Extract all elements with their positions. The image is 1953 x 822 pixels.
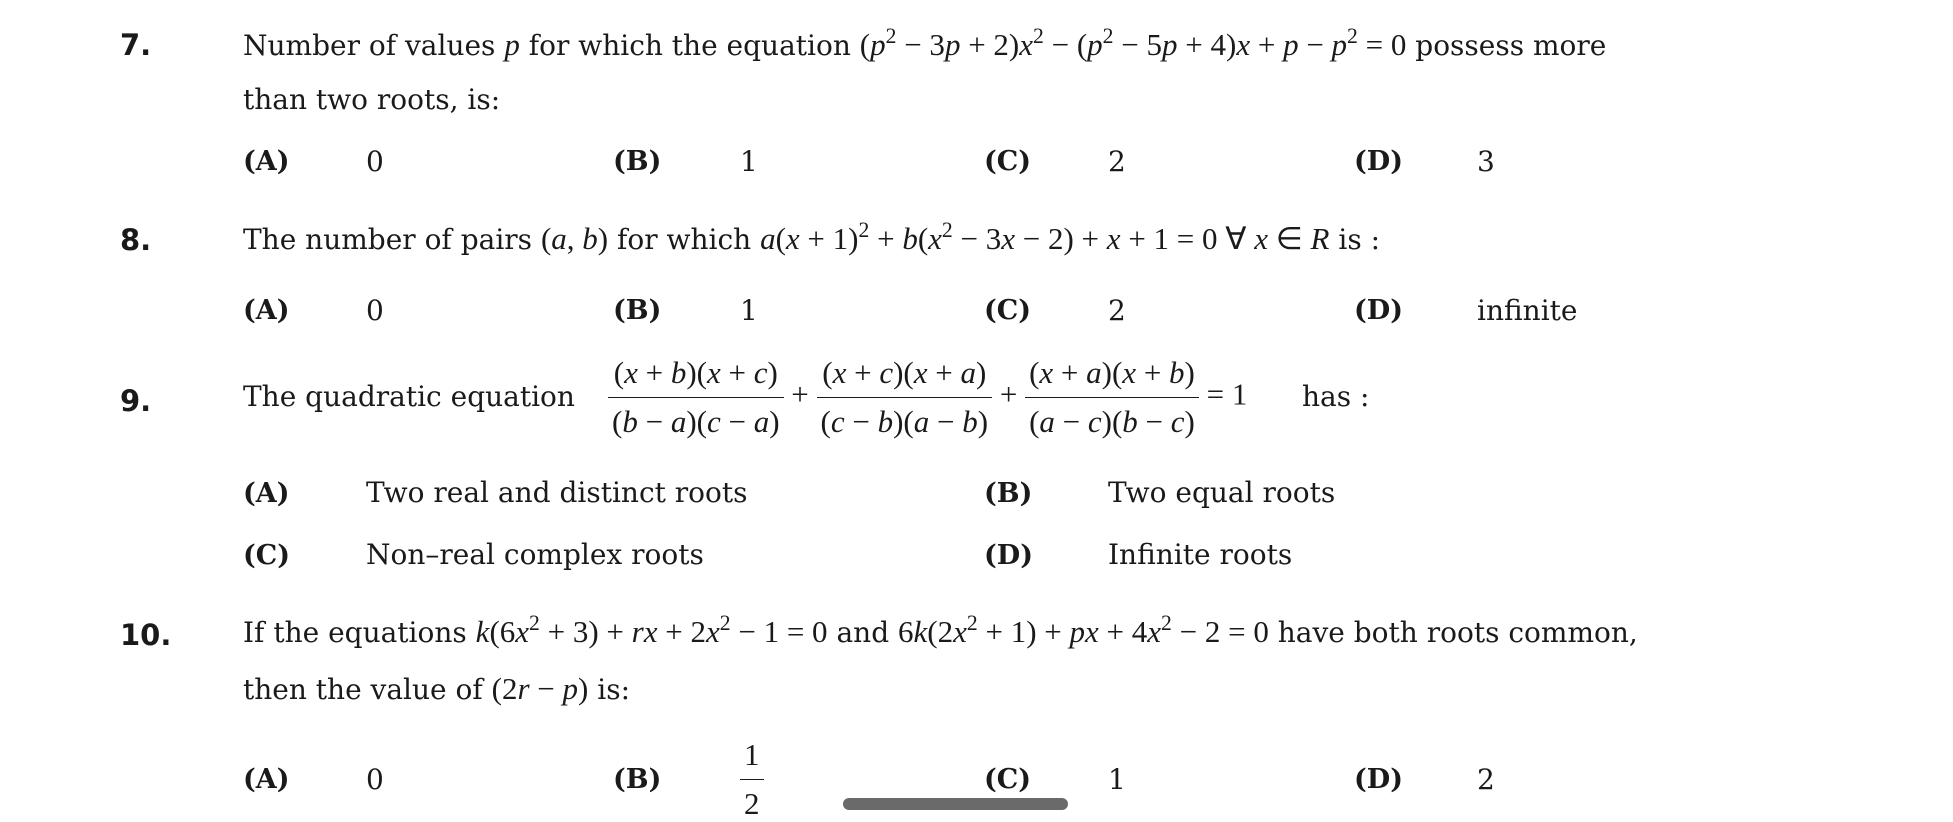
question-9-option-b-label[interactable]: (B) (984, 478, 1033, 509)
question-9-option-d-label[interactable]: (D) (984, 540, 1033, 571)
question-9-option-c-value: Non–real complex roots (366, 538, 704, 571)
question-8-option-a-value: 0 (366, 294, 384, 327)
question-8-option-c-label[interactable]: (C) (984, 295, 1032, 326)
question-7-option-d-label[interactable]: (D) (1354, 146, 1403, 177)
question-8-option-d-value: infinite (1477, 294, 1578, 327)
question-10-option-b-fraction: $\frac{1}{2}$ (740, 737, 764, 822)
question-7-option-b-label[interactable]: (B) (613, 146, 662, 177)
question-8-option-b-value: 1 (740, 294, 758, 327)
question-7-line-2: than two roots, is: (243, 83, 501, 116)
question-9-option-a-label[interactable]: (A) (243, 478, 290, 509)
question-10-text-mid: and (827, 616, 899, 649)
question-10-option-a-label[interactable]: (A) (243, 764, 290, 795)
question-8-equation: $a(x + 1)^2 + b(x^2 - 3x - 2) + x + 1 = 0$ ∀ x ∈ R (760, 218, 1330, 256)
question-9-option-b-value: Two equal roots (1108, 476, 1336, 509)
question-8-option-b-label[interactable]: (B) (613, 295, 662, 326)
question-8-number: 8. (120, 223, 152, 257)
question-10-option-b-value (740, 737, 764, 822)
question-8-option-c-value: 2 (1108, 294, 1126, 327)
question-9-text-before: The quadratic equation (243, 380, 575, 413)
question-7-line-1 (243, 24, 1607, 63)
question-7-text-mid: for which the equation (519, 29, 860, 62)
question-8-line-1 (243, 218, 1381, 257)
question-8-text-before: The number of pairs (243, 223, 541, 256)
question-7-option-a-value: 0 (366, 145, 384, 178)
question-7-number: 7. (120, 28, 152, 62)
question-8-text-after: is : (1329, 223, 1381, 256)
question-10-option-d-value: 2 (1477, 763, 1495, 796)
question-8-option-a-label[interactable]: (A) (243, 295, 290, 326)
horizontal-scrollbar[interactable] (843, 798, 1068, 810)
question-7-option-c-label[interactable]: (C) (984, 146, 1032, 177)
question-10-line-1 (243, 611, 1638, 650)
question-10-text-before: If the equations (243, 616, 476, 649)
question-9-number: 9. (120, 384, 152, 418)
question-7-text-after: possess more (1406, 29, 1607, 62)
question-7-option-a-label[interactable]: (A) (243, 146, 290, 177)
question-7-option-c-value: 2 (1108, 145, 1126, 178)
question-8-text-mid: for which (608, 223, 761, 256)
question-10-number: 10. (120, 618, 172, 652)
question-7-equation: $(p^2 - 3p + 2)x^2 - (p^2 - 5p + 4)x + p - p^2 = 0$ (859, 24, 1407, 62)
question-9-fraction-3: $\frac{(x + a)(x + b)}{(a - c)(b - c)}$ (1025, 355, 1199, 440)
question-8-option-d-label[interactable]: (D) (1354, 295, 1403, 326)
question-10-option-c-value: 1 (1108, 763, 1126, 796)
question-7-text-before: Number of values (243, 29, 505, 62)
question-9-equation: $\frac{(x + b)(x + c)}{(b - a)(c - a)}$ + $\frac{(x + c)(x + a)}{(c - b)(a - b)}$ + $\frac{(x + a)(x + b)}{(a - c)(b - c)}$ = 1 (608, 355, 1247, 440)
question-10-option-c-label[interactable]: (C) (984, 764, 1032, 795)
question-9-option-d-value: Infinite roots (1108, 538, 1293, 571)
question-8-pair: (a, b) (540, 221, 609, 256)
question-9-fraction-1: $\frac{(x + b)(x + c)}{(b - a)(c - a)}$ (608, 355, 784, 440)
question-10-equation-1: $k(6x^2 + 3)$ + rx + $2x^2 - 1 = 0$ (475, 611, 828, 649)
question-10-line2-before: then the value of (243, 673, 492, 706)
question-7-var: p (504, 27, 520, 62)
question-9-option-a-value: Two real and distinct roots (366, 476, 748, 509)
question-10-expression: (2r − p) (491, 671, 589, 706)
question-7-option-b-value: 1 (740, 145, 758, 178)
question-10-line-2 (243, 671, 630, 707)
question-10-equation-2: $6k(2x^2 + 1)$ + px + $4x^2 - 2 = 0$ (898, 611, 1269, 649)
question-10-option-d-label[interactable]: (D) (1354, 764, 1403, 795)
question-7-option-d-value: 3 (1477, 145, 1495, 178)
question-10-text-after: have both roots common, (1268, 616, 1638, 649)
question-9-fraction-2: $\frac{(x + c)(x + a)}{(c - b)(a - b)}$ (817, 355, 993, 440)
question-10-option-b-label[interactable]: (B) (613, 764, 662, 795)
question-9-text-after: has : (1302, 380, 1370, 413)
question-10-option-a-value: 0 (366, 763, 384, 796)
question-9-option-c-label[interactable]: (C) (243, 540, 291, 571)
question-10-line2-after: is: (588, 673, 631, 706)
